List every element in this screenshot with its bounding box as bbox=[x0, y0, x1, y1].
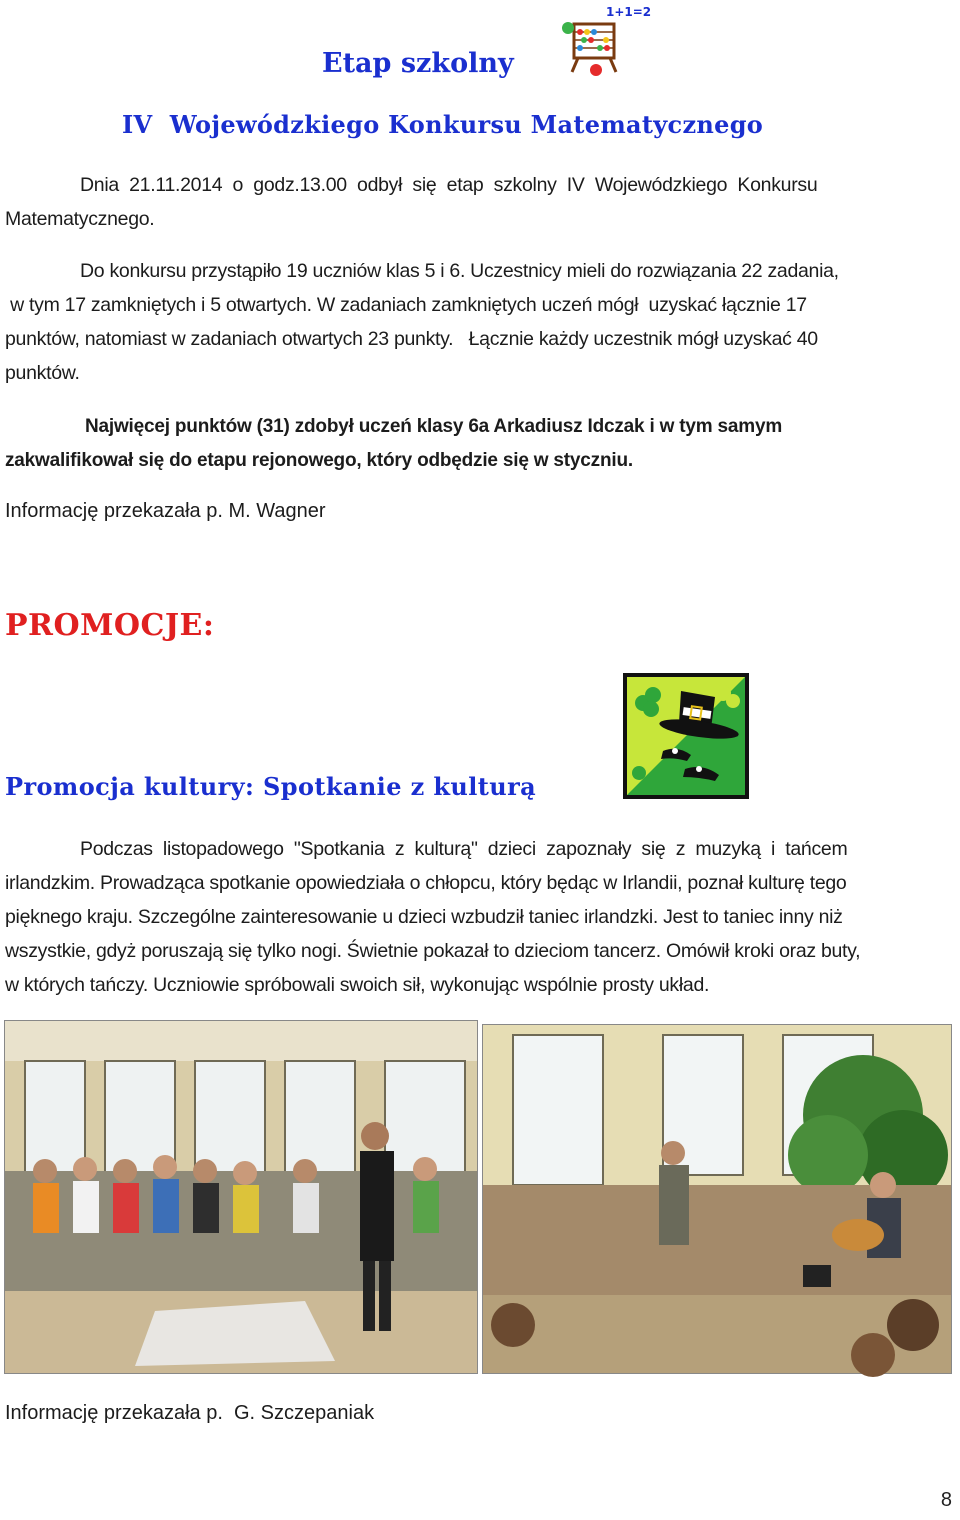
text-line: pięknego kraju. Szczególne zainteresowanie u dzieci wzbudził taniec irlandzki. Jest to taniec inny niż bbox=[5, 906, 843, 928]
culture-heading: Promocja kultury: Spotkanie z kulturą bbox=[5, 772, 537, 801]
culture-paragraph bbox=[5, 832, 955, 1002]
page-title: Etap szkolny bbox=[322, 48, 514, 79]
text-line: w których tańczy. Uczniowie spróbowali swoich sił, wykonując wspólnie prosty układ. bbox=[5, 974, 710, 996]
abacus-icon bbox=[556, 2, 652, 82]
musicians-photo bbox=[482, 1024, 952, 1374]
winner-paragraph bbox=[5, 410, 955, 478]
text-line: Matematycznego. bbox=[5, 208, 155, 230]
text-line: irlandzkim. Prowadząca spotkanie opowiedziała o chłopcu, który będąc w Irlandii, poznał kulturę tego bbox=[5, 872, 847, 894]
contest-paragraph-2 bbox=[5, 254, 955, 390]
contest-paragraph-1 bbox=[5, 168, 955, 236]
text-line: wszystkie, gdyż poruszają się tylko nogi. Świetnie pokazał to dzieciom tancerz. Omówił kroki oraz buty, bbox=[5, 940, 861, 962]
text-line: punktów, natomiast w zadaniach otwartych 23 punkty. Łącznie każdy uczestnik mógł uzyskać 40 bbox=[5, 328, 818, 350]
page-subtitle: IV Wojewódzkiego Konkursu Matematycznego bbox=[122, 110, 764, 139]
leprechaun-hat-icon bbox=[623, 673, 749, 799]
page-number: 8 bbox=[940, 1489, 952, 1511]
promo-heading: PROMOCJE: bbox=[5, 608, 215, 643]
text-line: w tym 17 zamkniętych i 5 otwartych. W zadaniach zamkniętych uczeń mógł uzyskać łącznie 17 bbox=[5, 294, 807, 316]
text-line: Do konkursu przystąpiło 19 uczniów klas 5 i 6. Uczestnicy mieli do rozwiązania 22 zadania, bbox=[80, 260, 839, 282]
text-line: Najwięcej punktów (31) zdobył uczeń klasy 6a Arkadiusz Idczak i w tym samym bbox=[85, 416, 783, 437]
text-line: punktów. bbox=[5, 362, 80, 384]
logo-text: 1+1=2 bbox=[606, 5, 652, 19]
contest-info: Informację przekazała p. M. Wagner bbox=[5, 500, 326, 522]
dancer-photo bbox=[4, 1020, 478, 1374]
text-line: Podczas listopadowego "Spotkania z kulturą" dzieci zapoznały się z muzyką i tańcem bbox=[80, 838, 848, 860]
culture-info: Informację przekazała p. G. Szczepaniak bbox=[5, 1402, 375, 1424]
text-line: zakwalifikował się do etapu rejonowego, który odbędzie się w styczniu. bbox=[5, 450, 633, 471]
text-line: Dnia 21.11.2014 o godz.13.00 odbył się etap szkolny IV Wojewódzkiego Konkursu bbox=[80, 174, 818, 196]
